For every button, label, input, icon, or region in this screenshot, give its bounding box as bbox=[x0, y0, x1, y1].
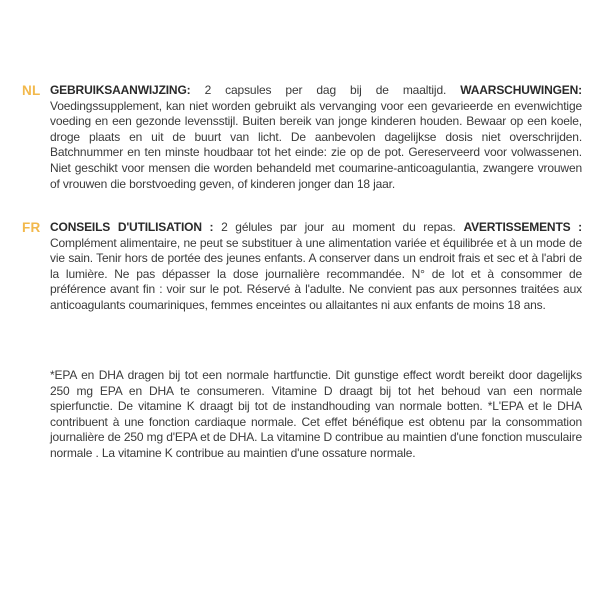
dutch-section bbox=[22, 83, 582, 192]
language-code-nl: NL bbox=[22, 83, 41, 98]
french-paragraph bbox=[50, 220, 582, 314]
warnings-text-fr: Complément alimentaire, ne peut se substituer à une alimentation variée et équilibrée et à un mode de vie sain. Tenir hors de portée des jeunes enfants. A conserver dans un endroit frais et sec et à l'abri de la lumière. Ne pas dépasser la dose journalière recommandée. N° de lot et à consommer de préférence avant fin : voir sur le pot. Réservé à l'adulte. Ne convient pas aux personnes traitées aux anticoagulants coumariniques, femmes enceintes ou allaitantes ni aux enfants de moins 18 ans. bbox=[50, 235, 582, 312]
health-claims-footnote: *EPA en DHA dragen bij tot een normale hartfunctie. Dit gunstige effect wordt bereikt door dagelijks 250 mg EPA en DHA te consumeren. Vitamine D draagt bij tot het behoud van een normale spierfunctie. De vitamine K draagt bij tot de instandhouding van normale botten. *L'EPA et le DHA contribuent à une fonction cardiaque normale. Cet effet bénéfique est obtenu par la consommation journalière de 250 mg d'EPA et de DHA. La vitamine D contribue au maintien d'une fonction musculaire normale . La vitamine K contribue au maintien d'une ossature normale. bbox=[50, 368, 582, 460]
usage-text-nl: 2 capsules per dag bij de maaltijd. bbox=[204, 83, 447, 97]
usage-text-fr: 2 gélules par jour au moment du repas. bbox=[221, 220, 456, 234]
usage-heading-nl: GEBRUIKSAANWIJZING: bbox=[50, 83, 191, 97]
warnings-text-nl: Voedingssupplement, kan niet worden gebruikt als vervanging voor een gevarieerde en evenwichtige voeding en een gezonde levensstijl. Buiten bereik van jonge kinderen houden. Bewaar op een koele, droge plaats en uit de buurt van licht. De aanbevolen dagelijkse dosis niet overschrijden. Batchnummer en ten minste houdbaar tot het einde: zie op de pot. Gereserveerd voor volwassenen. Niet geschikt voor mensen die worden behandeld met coumarine-anticoagulantia, zwangere vrouwen of vrouwen die borstvoeding geven, of kinderen jonger dan 18 jaar. bbox=[50, 98, 582, 191]
usage-heading-fr: CONSEILS D'UTILISATION : bbox=[50, 220, 214, 234]
dutch-paragraph bbox=[50, 83, 582, 192]
warnings-heading-nl: WAARSCHUWINGEN: bbox=[460, 83, 583, 97]
french-section bbox=[22, 220, 582, 314]
language-code-fr: FR bbox=[22, 220, 41, 235]
warnings-heading-fr: AVERTISSEMENTS : bbox=[463, 220, 583, 234]
